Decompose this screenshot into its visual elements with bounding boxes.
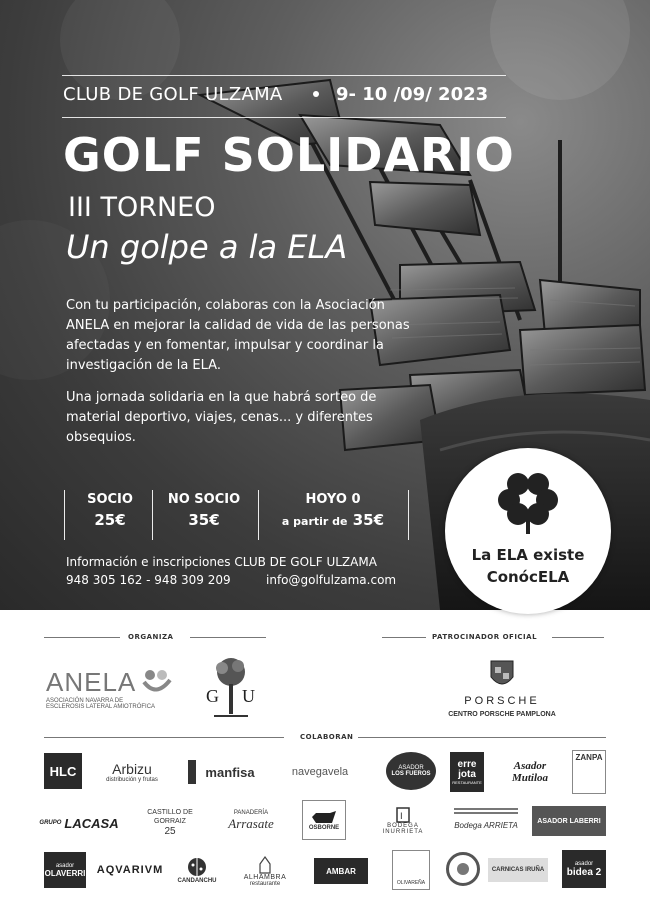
club-name: CLUB DE GOLF ULZAMA	[63, 84, 283, 105]
badge-line-1: La ELA existe	[471, 546, 585, 564]
bodega-inurrieta-logo	[366, 804, 440, 838]
svg-text:I: I	[400, 812, 403, 822]
arrasate-sub: PANADERÍA	[233, 810, 269, 816]
section-rule	[552, 637, 604, 638]
alhambra-sub: restaurante	[249, 880, 281, 887]
price-label: HOYO 0	[305, 492, 361, 507]
ladybug-icon	[186, 856, 208, 878]
phone-numbers: 948 305 162 - 948 309 209	[66, 573, 231, 587]
price-no-socio	[156, 492, 252, 529]
seal-icon	[455, 861, 471, 877]
price-value	[264, 511, 402, 529]
description-paragraph: Con tu participación, colaboras con la Asociación ANELA en mejorar la calidad de vida de las personas afectadas y en fomentar, impulsar y coordinar la investigación de la ELA.	[66, 298, 410, 373]
price-value: 25€	[94, 511, 126, 529]
price-label: SOCIO	[87, 492, 133, 507]
description-paragraph: Una jornada solidaria en la que habrá sorteo de material deportivo, viajes, cenas... y diferentes obsequios.	[66, 390, 377, 445]
price-value: 35€	[188, 511, 220, 529]
candanchu-name: CANDANCHU	[177, 878, 217, 884]
anela-sub-2: ESCLEROSIS LATERAL AMIOTRÓFICA	[46, 703, 156, 710]
navegavela-logo: navegavela	[291, 766, 349, 778]
olaverri-sub: asador	[55, 862, 75, 869]
los-fueros-logo	[386, 752, 436, 790]
porsche-crest-icon	[489, 659, 515, 691]
alhambra-logo	[234, 852, 296, 890]
section-rule	[382, 637, 426, 638]
price-divider	[258, 490, 259, 540]
info-line: Información e inscripciones CLUB DE GOLF ULZAMA	[66, 555, 377, 569]
los-fueros-name: LOS FUEROS	[391, 771, 431, 777]
porsche-center: CENTRO PORSCHE PAMPLONA	[448, 710, 556, 718]
section-rule	[44, 737, 284, 738]
porsche-logo	[438, 654, 566, 722]
bidea2-name: bidea 2	[566, 866, 602, 878]
organiza-title: ORGANIZA	[128, 633, 174, 641]
alhambra-icon	[258, 856, 272, 874]
bidea2-sub: asador	[574, 860, 594, 867]
olaverri-name: OLAVERRI	[44, 868, 86, 878]
tagline: Un golpe a la ELA	[66, 228, 348, 266]
lacasa-sub: GRUPO	[39, 820, 62, 826]
patrocinador-title: PATROCINADOR OFICIAL	[432, 633, 538, 641]
golf-ulzama-logo	[204, 656, 258, 720]
castillo-gorraiz-name: CASTILLO DE GORRAIZ	[147, 808, 193, 825]
price-divider	[152, 490, 153, 540]
zanpa-logo: ZANPA	[572, 750, 606, 794]
olivarena-logo: OLIVAREÑA	[392, 850, 430, 890]
hlc-logo: HLC	[44, 753, 82, 789]
bodega-arrieta-logo: Bodega ARRIETA	[454, 808, 518, 836]
los-fueros-sub: ASADOR	[398, 765, 424, 771]
ela-badge	[445, 448, 611, 614]
bidea2-logo	[562, 850, 606, 888]
anela-logo	[46, 660, 164, 716]
erre-jota-name: erre jota	[457, 758, 477, 780]
porsche-name: PORSCHE	[464, 694, 540, 707]
price-table	[64, 490, 409, 540]
price-hoyo-0	[264, 492, 402, 529]
castillo-gorraiz-sub: 25	[164, 825, 176, 837]
section-rule	[190, 637, 266, 638]
anela-heart-icon	[140, 668, 174, 696]
olaverri-logo	[44, 852, 86, 888]
arbizu-logo	[98, 758, 166, 786]
gu-u-letter: U	[242, 686, 255, 706]
carnicas-iruna-logo: CARNICAS IRUÑA	[488, 858, 548, 882]
arbizu-sub: distribución y frutas	[106, 777, 158, 783]
main-title: GOLF SOLIDARIO	[63, 128, 515, 182]
bull-icon	[310, 809, 338, 825]
edition-title: III TORNEO	[68, 192, 216, 223]
candanchu-logo	[176, 850, 218, 890]
clover-icon	[497, 470, 559, 536]
erre-jota-logo	[450, 752, 484, 792]
osborne-name: OSBORNE	[308, 825, 340, 831]
manfisa-logo: manfisa	[188, 760, 260, 784]
header-rule-bottom	[62, 117, 506, 118]
asador-laberri-logo: ASADOR LABERRI	[532, 806, 606, 836]
price-amount: 35€	[352, 511, 385, 529]
price-socio	[72, 492, 148, 529]
anela-name: ANELA	[46, 666, 137, 697]
price-divider	[64, 490, 65, 540]
erre-jota-sub: RESTAURANTE	[452, 779, 482, 785]
anela-sub-1: ASOCIACIÓN NAVARRA DE	[46, 697, 124, 704]
arrasate-logo	[220, 806, 282, 836]
arrasate-name: Arrasate	[228, 816, 274, 831]
asador-mutiloa-logo: Asador Mutiloa	[511, 760, 549, 784]
aqvarivm-logo: AQVARIVM	[96, 864, 164, 876]
ambar-logo: AMBAR	[314, 858, 368, 884]
price-divider	[408, 490, 409, 540]
bodega-inurrieta-name: BODEGA INURRIETA	[382, 823, 424, 835]
email-address[interactable]: info@golfulzama.com	[266, 573, 397, 587]
badge-line-2: ConócELA	[486, 568, 570, 586]
section-rule	[358, 737, 606, 738]
header-rule-top	[62, 75, 506, 76]
lacasa-logo	[39, 810, 119, 836]
arbizu-name: Arbizu	[112, 761, 152, 777]
castillo-gorraiz-logo	[140, 803, 200, 841]
event-date: 9- 10 /09/ 2023	[336, 84, 489, 105]
inurrieta-icon	[396, 807, 410, 823]
section-rule	[44, 637, 120, 638]
header-separator-dot	[313, 91, 319, 97]
round-seal-logo	[446, 852, 480, 886]
lacasa-name: LACASA	[64, 815, 119, 831]
alhambra-name: ALHAMBRA	[243, 873, 287, 881]
colaboran-title: COLABORAN	[300, 733, 354, 741]
osborne-logo	[302, 800, 346, 840]
price-label: NO SOCIO	[167, 492, 241, 507]
price-prefix: a partir de	[281, 515, 348, 528]
gu-g-letter: G	[206, 686, 219, 706]
